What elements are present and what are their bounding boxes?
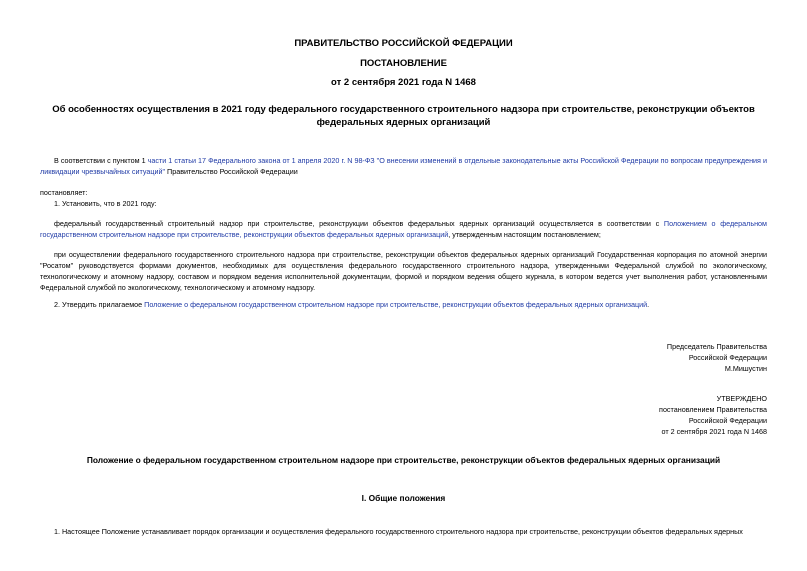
regulation-link-1[interactable]: Положением о федеральном государственном строительном надзоре при строительстве, реконструкции объектов федеральных ядерных организаций (40, 219, 767, 239)
signature-position: Председатель Правительства (666, 342, 767, 351)
para-a-suffix: , утвержденным настоящим постановлением; (448, 230, 601, 239)
document-title: Об особенностях осуществления в 2021 году федерального государственного строительного надзора при строительстве, реконструкции объектов федеральных ядерных организаций (52, 104, 755, 128)
paragraph-rosatom: при осуществлении федерального государственного строительного надзора при строительстве, реконструкции объектов федеральных ядерных организаций Государственная корпорация по атомной энергии "Росатом" руководствуется формами документов, необходимых для осуществления федерального государственного строительного надзора, утвержденными Федеральной службой по экологическому, технологическому и атомному надзору, составом и порядком ведения исполнительной документации, формой и порядком ведения общего журнала, в котором ведется учет выполнения работ, установленными Федеральной службой по экологическому, технологическому и атомному надзору. (40, 250, 767, 292)
intro-paragraph (40, 155, 767, 177)
paragraph-supervision (40, 218, 767, 240)
signature-country: Российской Федерации (688, 353, 767, 362)
government-heading: ПРАВИТЕЛЬСТВО РОССИЙСКОЙ ФЕДЕРАЦИИ (294, 38, 513, 49)
para-a-prefix: федеральный государственный строительный надзор при строительстве, реконструкции объектов федеральных ядерных организаций осуществляется в соответствии с (54, 219, 664, 228)
item-1-text: 1. Установить, что в 2021 году: (54, 199, 157, 208)
regulation-link-2[interactable]: Положение о федеральном государственном строительном надзоре при строительстве, реконструкции объектов федеральных ядерных организаций (144, 300, 648, 309)
approval-country: Российской Федерации (688, 416, 767, 425)
resolves-text: постановляет: (40, 188, 88, 197)
approval-resolution: постановлением Правительства (659, 405, 767, 414)
approval-block (659, 393, 767, 437)
item-2-paragraph (40, 299, 767, 310)
intro-suffix: Правительство Российской Федерации (165, 167, 298, 176)
item-2-suffix: . (647, 300, 650, 309)
intro-prefix: В соответствии с пунктом 1 (54, 156, 148, 165)
signature-name: М.Мишустин (724, 364, 767, 373)
signature-block (667, 341, 767, 374)
item-2-prefix: 2. Утвердить прилагаемое (54, 300, 145, 309)
document-date-number: от 2 сентября 2021 года N 1468 (331, 77, 476, 88)
approval-stamp: УТВЕРЖДЕНО (716, 394, 767, 403)
regulation-title: Положение о федеральном государственном строительном надзоре при строительстве, реконструкции объектов федеральных ядерных организаций (86, 455, 721, 465)
document-type-heading: ПОСТАНОВЛЕНИЕ (360, 58, 447, 69)
federal-law-link[interactable]: части 1 статьи 17 Федерального закона от 1 апреля 2020 г. N 98-ФЗ "О внесении изменений в отдельные законодательные акты Российской Федерации по вопросам предупреждения и ликвидации чрезвычайных ситуаций" (40, 156, 767, 176)
section-title: I. Общие положения (361, 493, 446, 503)
clause-1-text: 1. Настоящее Положение устанавливает порядок организации и осуществления федерального государственного строительного надзора при строительстве, реконструкции объектов федеральных ядерных (54, 527, 743, 536)
approval-date: от 2 сентября 2021 года N 1468 (661, 427, 767, 436)
